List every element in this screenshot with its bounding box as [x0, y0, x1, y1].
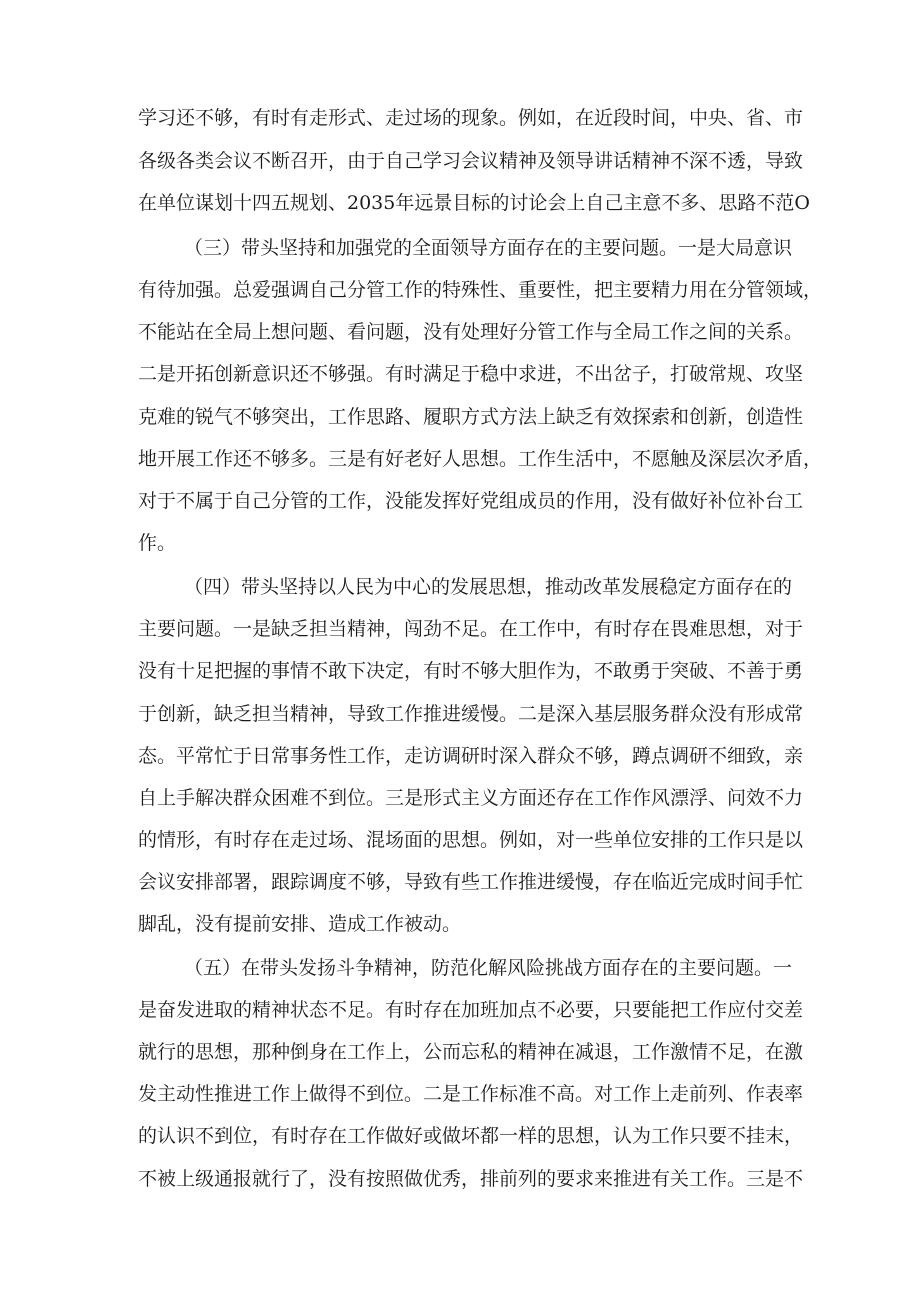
text-line: 二是开拓创新意识还不够强。有时满足于稳中求进，不出岔子，打破常规、攻坚 [138, 363, 804, 385]
text-line: 于创新，缺乏担当精神，导致工作推进缓慢。二是深入基层服务群众没有形成常 [138, 703, 804, 725]
text-line: 的情形，有时存在走过场、混场面的思想。例如，对一些单位安排的工作只是以 [138, 829, 804, 851]
text-line: 没有十足把握的事情不敢下决定，有时不够大胆作为，不敢勇于突破、不善于勇 [138, 660, 804, 682]
text-line: 发主动性推进工作上做得不到位。二是工作标准不高。对工作上走前列、作表率 [138, 1083, 804, 1105]
text-line: 脚乱，没有提前安排、造成工作被动。 [138, 913, 462, 935]
text-line: 态。平常忙于日常事务性工作，走访调研时深入群众不够，蹲点调研不细致，亲 [138, 745, 804, 767]
text-line: 的认识不到位，有时存在工作做好或做坏都一样的思想，认为工作只要不挂末， [138, 1125, 804, 1147]
section-heading-4: （四）带头坚持以人民为中心的发展思想，推动改革发展稳定方面存在的 [184, 576, 793, 598]
text-line: 有待加强。总爱强调自己分管工作的特殊性、重要性，把主要精力用在分管领域， [138, 279, 823, 301]
text-line: 就行的思想，那种倒身在工作上，公而忘私的精神在减退，工作激情不足，在激 [138, 1041, 804, 1063]
text-line: 不能站在全局上想问题、看问题，没有处理好分管工作与全局工作之间的关系。 [138, 321, 804, 343]
text-line: 地开展工作还不够多。三是有好老好人思想。工作生活中，不愿触及深层次矛盾， [138, 448, 823, 470]
section-heading-5: （五）在带头发扬斗争精神，防范化解风险挑战方面存在的主要问题。一 [184, 957, 793, 979]
text-line: 学习还不够，有时有走形式、走过场的现象。例如，在近段时间，中央、省、市 [138, 107, 804, 129]
text-line: 会议安排部署，跟踪调度不够，导致有些工作推进缓慢，存在临近完成时间手忙 [138, 871, 804, 893]
text-line: 克难的锐气不够突出，工作思路、履职方式方法上缺乏有效探索和创新，创造性 [138, 406, 804, 428]
text-line: 对于不属于自己分管的工作，没能发挥好党组成员的作用，没有做好补位补台工 [138, 490, 804, 512]
text-line: 作。 [138, 532, 177, 554]
text-line: 主要问题。一是缺乏担当精神，闯劲不足。在工作中，有时存在畏难思想，对于 [138, 618, 804, 640]
text-line: 是奋发进取的精神状态不足。有时存在加班加点不必要，只要能把工作应付交差 [138, 999, 804, 1021]
text-line: 各级各类会议不断召开，由于自己学习会议精神及领导讲话精神不深不透，导致 [138, 150, 804, 172]
text-line: 不被上级通报就行了，没有按照做优秀，排前列的要求来推进有关工作。三是不 [138, 1168, 804, 1190]
text-line: 在单位谋划十四五规划、2035年远景目标的讨论会上自己主意不多、思路不范O [138, 192, 810, 214]
text-line: 自上手解决群众困难不到位。三是形式主义方面还存在工作作风漂浮、问效不力 [138, 787, 804, 809]
section-heading-3: （三）带头坚持和加强党的全面领导方面存在的主要问题。一是大局意识 [184, 237, 793, 259]
